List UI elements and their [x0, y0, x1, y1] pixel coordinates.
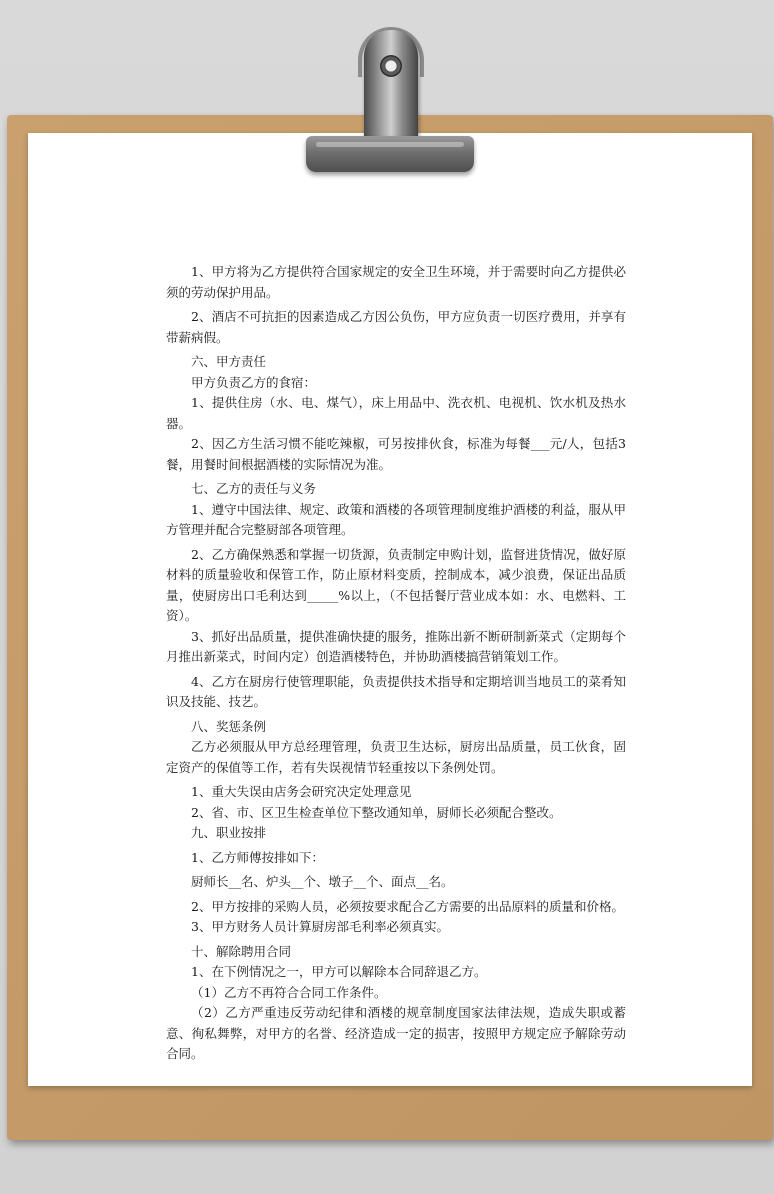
paragraph: 1、乙方师傅按排如下：	[191, 849, 324, 865]
section-heading: 七、乙方的责任与义务	[191, 481, 317, 496]
clip-arm	[364, 30, 418, 142]
section-heading: 八、奖惩条例	[191, 718, 267, 734]
paragraph: 1、提供住房（水、电、煤气），床上用品中、洗衣机、电视机、饮水机及热水器。	[166, 395, 626, 431]
paragraph: 1、在下例情况之一，甲方可以解除本合同辞退乙方。	[191, 964, 487, 979]
contract-text	[166, 262, 626, 1065]
section-heading: 九、职业按排	[191, 825, 267, 840]
clip-hole-icon	[380, 55, 402, 77]
paragraph: 2、省、市、区卫生检查单位下整改通知单，厨师长必须配合整改。	[191, 804, 562, 820]
paragraph: 2、酒店不可抗拒的因素造成乙方因公负伤，甲方应负责一切医疗费用，并享有带薪病假。	[166, 309, 626, 345]
binder-clip	[306, 136, 474, 172]
paragraph: 2、乙方确保熟悉和掌握一切货源，负责制定申购计划，监督进货情况，做好原材料的质量验收和保管工作，防止原材料变质，控制成本，减少浪费，保证出品质量，使厨房出口毛利达到_____%以上，（不包括餐厅营业成本如：水、电燃料、工资）。	[166, 546, 626, 623]
paragraph: 2、甲方按排的采购人员，必须按要求配合乙方需要的出品原料的质量和价格。	[191, 898, 624, 914]
paragraph: 1、遵守中国法律、规定、政策和酒楼的各项管理制度维护酒楼的利益，服从甲方管理并配合完整厨部各项管理。	[166, 501, 626, 537]
paragraph: 3、抓好出品质量，提供准确快捷的服务，推陈出新不断研制新菜式（定期每个月推出新菜式，时间内定）创造酒楼特色，并协助酒楼搞营销策划工作。	[166, 628, 626, 664]
section-heading: 六、甲方责任	[191, 354, 267, 369]
paragraph: 甲方负责乙方的食宿：	[191, 374, 317, 390]
paragraph: （2）乙方严重违反劳动纪律和酒楼的规章制度国家法律法规，造成失职或蓄意、徇私舞弊，对甲方的名誉、经济造成一定的损害，按照甲方规定应予解除劳动合同。	[166, 1005, 626, 1061]
paragraph: 4、乙方在厨房行使管理职能，负责提供技术指导和定期培训当地员工的菜肴知识及技能、技艺。	[166, 673, 626, 709]
paragraph: 1、甲方将为乙方提供符合国家规定的安全卫生环境，并于需要时向乙方提供必须的劳动保护用品。	[166, 264, 626, 300]
paragraph: 2、因乙方生活习惯不能吃辣椒，可另按排伙食，标准为每餐___元/人，包括3餐，用餐时间根据酒楼的实际情况为准。	[166, 436, 626, 472]
paragraph: 1、重大失误由店务会研究决定处理意见	[191, 784, 412, 799]
section-heading: 十、解除聘用合同	[191, 943, 292, 959]
paragraph: （1）乙方不再符合合同工作条件。	[191, 984, 387, 1000]
paragraph: 3、甲方财务人员计算厨房部毛利率必须真实。	[191, 919, 449, 934]
paragraph: 厨师长__名、炉头__个、墩子__个、面点__名。	[191, 874, 454, 889]
paragraph: 乙方必须服从甲方总经理管理，负责卫生达标，厨房出品质量，员工伙食，固定资产的保值等工作，若有失误视情节轻重按以下条例处罚。	[166, 739, 626, 775]
